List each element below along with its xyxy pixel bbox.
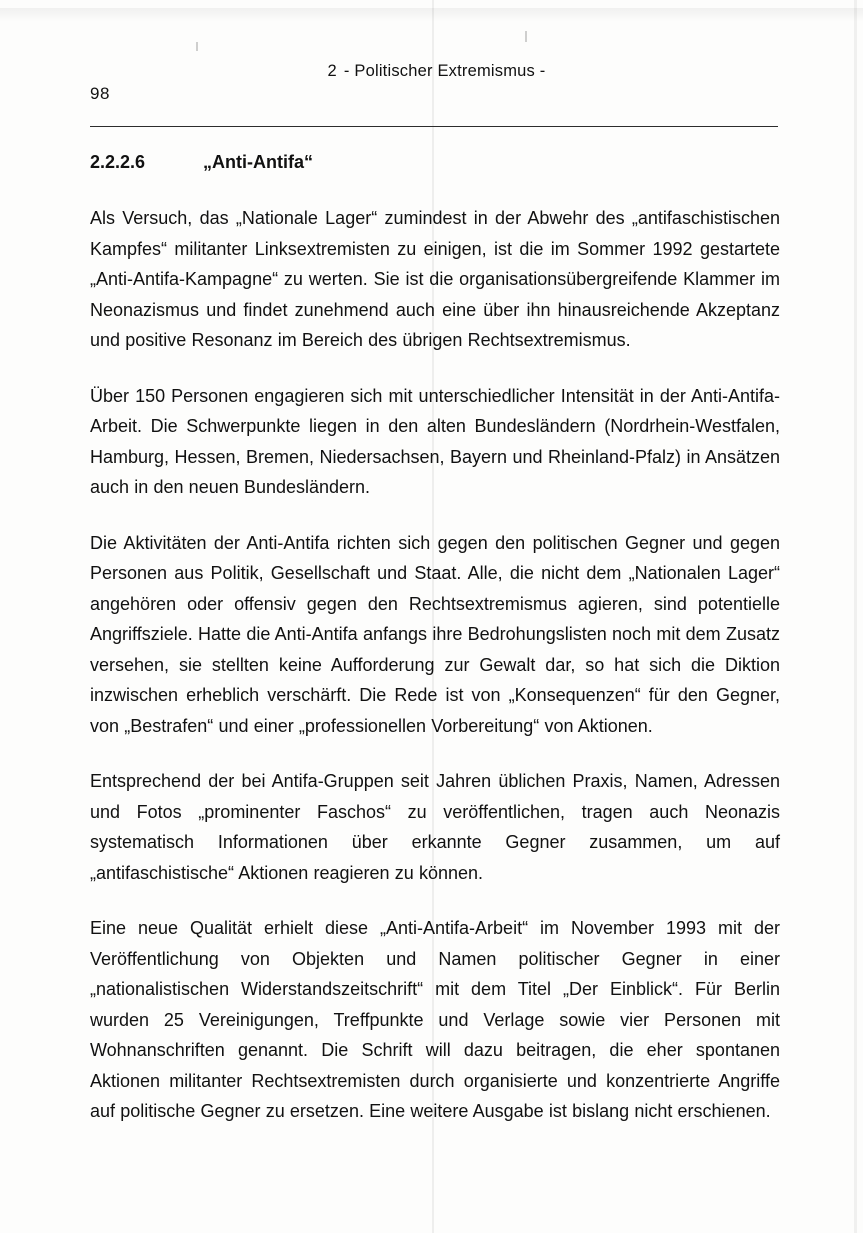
body-paragraph: Entsprechend der bei Antifa-Gruppen seit Jahren üblichen Praxis, Namen, Adressen und Fotos „prominenter Faschos“ zu veröffentlichen, tragen auch Neonazis systematisch Informationen über erkannte Gegner zusammen, um auf „antifaschistische“ Aktionen reagieren zu können. — [90, 771, 780, 883]
page-number: 98 — [90, 84, 110, 103]
body-paragraph: Eine neue Qualität erhielt diese „Anti-Antifa-Arbeit“ im November 1993 mit der Veröffentlichung von Objekten und Namen politischer Gegner in einer „nationalistischen Widerstandszeitschrift“ mit dem Titel „Der Einblick“. Für Berlin wurden 25 Vereinigungen, Treffpunkte und Verlage sowie vier Personen mit Wohnanschriften genannt. Die Schrift will dazu beitragen, die eher spontanen Aktionen militanter Rechtsextremisten durch organisierte und konzentrierte Angriffe auf politische Gegner zu ersetzen. Eine weitere Ausgabe ist bislang nicht erschienen. — [90, 918, 780, 1121]
body-paragraph: Die Aktivitäten der Anti-Antifa richten sich gegen den politischen Gegner und gegen Personen aus Politik, Gesellschaft und Staat. Alle, die nicht dem „Nationalen Lager“ angehören oder offensiv gegen den Rechtsextremismus agieren, sind potentielle Angriffsziele. Hatte die Anti-Antifa anfangs ihre Bedrohungslisten noch mit dem Zusatz versehen, sie stellten keine Aufforderung zur Gewalt dar, so hat sich die Diktion inzwischen erheblich verschärft. Die Rede ist von „Konsequenzen“ für den Gegner, von „Bestrafen“ und einer „professionellen Vorbereitung“ von Aktionen. — [90, 532, 780, 736]
header-divider — [90, 126, 778, 127]
running-head-title: - Politischer Extremismus - — [343, 62, 546, 80]
running-head — [90, 62, 783, 81]
scan-artifact-speck — [525, 31, 527, 42]
section-heading — [90, 152, 780, 173]
section-title: „Anti-Antifa“ — [203, 152, 313, 172]
body-paragraph: Über 150 Personen engagieren sich mit unterschiedlicher Intensität in der Anti-Antifa-Arbeit. Die Schwerpunkte liegen in den alten Bundesländern (Nordrhein-Westfalen, Hamburg, Hessen, Bremen, Niedersachsen, Bayern und Rheinland-Pfalz) in Ansätzen auch in den neuen Bundesländern. — [90, 385, 780, 497]
running-head-chapter-number: 2 — [327, 62, 337, 80]
section-number: 2.2.2.6 — [90, 152, 146, 172]
page-header — [90, 62, 783, 103]
body-paragraph: Als Versuch, das „Nationale Lager“ zumindest in der Abwehr des „antifaschistischen Kampfes“ militanter Linksextremisten zu einigen, ist die im Sommer 1992 gestartete „Anti-Antifa-Kampagne“ zu werten. Sie ist die organisationsübergreifende Klammer im Neonazismus und findet zunehmend auch eine über ihn hinausreichende Akzeptanz und positive Resonanz im Bereich des übrigen Rechtsextremismus. — [90, 208, 780, 350]
scan-artifact-right-edge — [854, 0, 857, 1233]
page-content — [90, 152, 780, 1127]
scan-artifact-top-edge — [0, 8, 863, 22]
scan-artifact-speck — [196, 42, 198, 51]
